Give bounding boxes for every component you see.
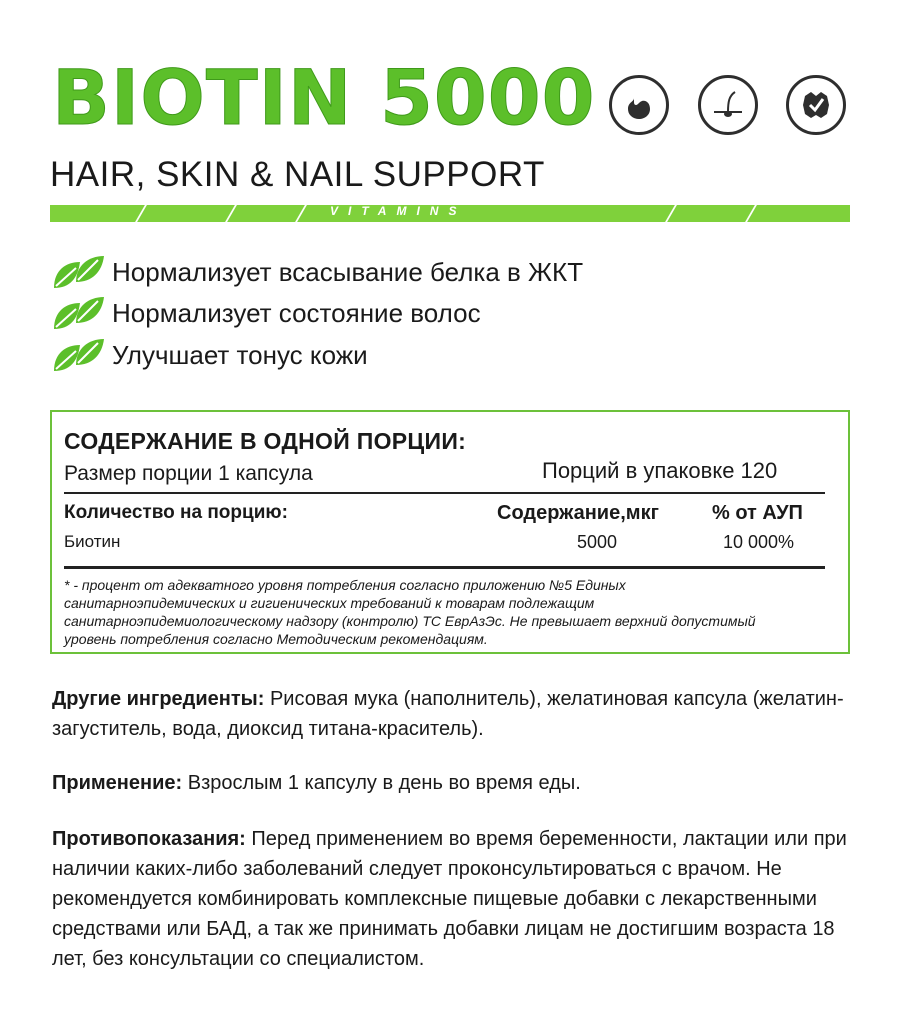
leaf-icon <box>50 335 106 375</box>
benefit-text: Нормализует всасывание белка в ЖКТ <box>112 256 584 287</box>
daily-value-header: % от АУП <box>712 502 803 524</box>
leaf-icon <box>50 293 106 333</box>
amount-per-serving-header: Количество на порцию: <box>64 502 288 523</box>
nutrient-name: Биотин <box>64 532 121 551</box>
facts-footnote: * - процент от адекватного уровня потребления согласно приложению №5 Единых санитарноэпидемических и гигиенических требований к товарам подлежащим санитарноэпидемиологическому надзору (контролю) ТС ЕврАзЭс. Не превышает верхний допустимый уровень потребления согласно Методическим рекомендациям. <box>64 577 756 647</box>
hair-follicle-icon <box>698 75 758 135</box>
contraindications-text: Перед применением во время беременности, лактации или при наличии каких-либо заболеваний следует проконсультироваться с врачом. Не рекомендуется комбинировать комплексные пищевые добавки с лекарственными средствами или БАД, а так же принимать добавки лицам не достигшим возраста 18 лет, без консультации со специалистом. <box>52 828 847 970</box>
other-ingredients <box>52 684 852 744</box>
leaf-icon <box>50 252 106 292</box>
product-title: BIOTIN 5000 <box>52 53 596 142</box>
divider <box>64 492 825 494</box>
stomach-icon <box>609 75 669 135</box>
usage <box>52 768 852 798</box>
benefit-item <box>50 292 481 334</box>
other-ingredients-label: Другие ингредиенты: <box>52 688 265 710</box>
servings-per-pack: Порций в упаковке 120 <box>542 458 778 483</box>
serving-size: Размер порции 1 капсула <box>64 462 313 485</box>
nutrient-content: 5000 <box>577 532 618 552</box>
benefit-text: Улучшает тонус кожи <box>112 339 368 370</box>
skin-icon <box>786 75 846 135</box>
benefit-text: Нормализует состояние волос <box>112 297 481 328</box>
product-subtitle: HAIR, SKIN & NAIL SUPPORT <box>50 155 545 194</box>
usage-text: Взрослым 1 капсулу в день во время еды. <box>182 772 581 794</box>
usage-label: Применение: <box>52 772 183 794</box>
nutrient-daily-value: 10 000% <box>723 532 795 552</box>
other-ingredients-text: Рисовая мука (наполнитель), желатиновая капсула (желатин-загуститель, вода, диоксид титана-краситель). <box>52 688 844 740</box>
contraindications-label: Противопоказания: <box>52 828 246 850</box>
benefit-item <box>50 251 583 293</box>
benefit-item <box>50 334 368 376</box>
divider <box>64 566 825 569</box>
content-header: Содержание,мкг <box>497 502 659 524</box>
contraindications <box>52 824 852 974</box>
vitamins-band-text: VITAMINS <box>330 204 467 218</box>
facts-title: СОДЕРЖАНИЕ В ОДНОЙ ПОРЦИИ: <box>64 428 467 454</box>
